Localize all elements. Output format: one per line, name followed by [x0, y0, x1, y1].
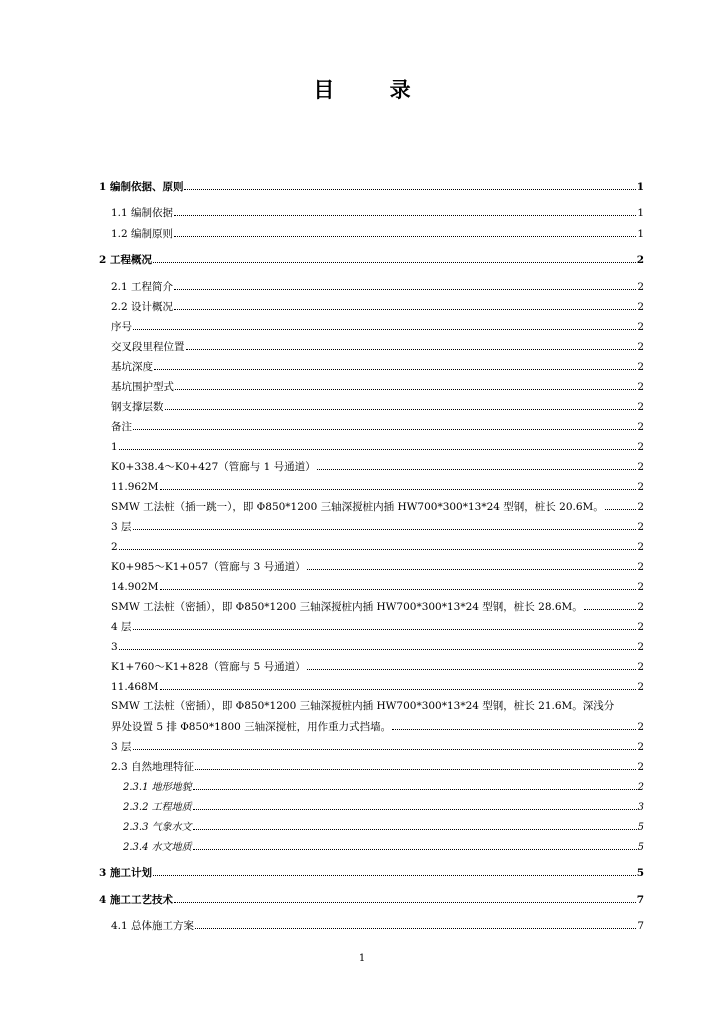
toc-entry-page: 2 [637, 341, 644, 353]
toc-entry-title: 备注 [111, 421, 132, 433]
toc-entry-page: 2 [637, 581, 644, 593]
toc-leader-dots [175, 378, 636, 390]
toc-leader-dots [174, 298, 636, 310]
toc-entry-title: 1 编制依据、原则 [99, 181, 184, 193]
toc-entry[interactable] [111, 638, 644, 654]
toc-entry-page: 2 [637, 461, 644, 473]
toc-entry[interactable] [123, 778, 644, 794]
toc-entry[interactable] [111, 678, 644, 694]
toc-entry[interactable] [111, 338, 644, 354]
toc-leader-dots [317, 458, 637, 470]
toc-entry-title: 1.1 编制依据 [111, 207, 174, 219]
toc-entry[interactable] [111, 204, 644, 220]
toc-entry-page: 5 [637, 842, 644, 853]
toc-leader-dots [193, 778, 637, 790]
toc-entry-page: 2 [637, 601, 644, 613]
toc-entry-page: 2 [637, 481, 644, 493]
toc-entry-title: 3 施工计划 [99, 867, 152, 879]
toc-entry[interactable] [111, 298, 644, 314]
toc-entry-page: 3 [637, 802, 644, 813]
toc-leader-dots [307, 558, 637, 570]
toc-entry-page: 2 [637, 521, 644, 533]
toc-entry[interactable] [111, 658, 644, 674]
toc-leader-dots [160, 478, 637, 490]
toc-entry-page: 2 [637, 321, 644, 333]
toc-leader-dots [133, 418, 636, 430]
toc-entry-page: 2 [637, 782, 644, 793]
toc-entry[interactable] [111, 378, 644, 394]
toc-entry[interactable] [99, 864, 644, 880]
toc-entry-page: 2 [637, 301, 644, 313]
toc-entry[interactable] [111, 358, 644, 374]
toc-entry[interactable] [111, 278, 644, 294]
toc-entry[interactable] [123, 838, 644, 854]
toc-entry[interactable] [99, 891, 644, 907]
toc-entry[interactable] [111, 578, 644, 594]
toc-entry-title: 2.3.1 地形地貌 [123, 782, 192, 793]
toc-entry-title: SMW 工法桩（密插），即 Φ850*1200 三轴深搅桩内插 HW700*300*13*24 型钢，桩长 28.6M。 [111, 601, 583, 613]
toc-leader-dots [195, 758, 636, 770]
toc-entry-title: 3 [111, 641, 118, 653]
toc-leader-dots [605, 498, 637, 510]
toc-entry-page: 2 [637, 641, 644, 653]
toc-entry-page: 2 [637, 421, 644, 433]
toc-entry-title: 基坑深度 [111, 361, 153, 373]
toc-entry-title: K1+760～K1+828（管廊与 5 号通道） [111, 661, 306, 673]
toc-entry-title: 2.1 工程简介 [111, 281, 174, 293]
toc-entry-title: 3 层 [111, 741, 132, 753]
toc-entry-page: 7 [636, 894, 644, 906]
toc-entry[interactable] [111, 738, 644, 754]
page-number: 1 [358, 953, 366, 964]
toc-entry-title: 2.3.2 工程地质 [123, 802, 192, 813]
toc-entry-title: 序号 [111, 321, 132, 333]
toc-leader-dots [154, 358, 636, 370]
toc-entry-title: 4 施工工艺技术 [99, 894, 173, 906]
toc-entry-page: 1 [636, 181, 644, 193]
toc-leader-dots [186, 338, 637, 350]
toc-entry-page: 1 [637, 228, 644, 240]
toc-entry[interactable] [111, 917, 644, 933]
toc-leader-dots [153, 864, 636, 876]
toc-leader-dots [119, 538, 637, 550]
toc-entry[interactable] [123, 798, 644, 814]
toc-leader-dots [584, 598, 637, 610]
toc-entry-title: 14.902M [111, 581, 159, 593]
toc-leader-dots [392, 718, 636, 730]
toc-entry[interactable] [111, 225, 644, 241]
toc-entry-title: 2 [111, 541, 118, 553]
toc-leader-dots [193, 818, 637, 830]
toc-entry-title: 2.3.4 水文地质 [123, 842, 192, 853]
toc-entry-title: 2.3.3 气象水文 [123, 822, 192, 833]
toc-entry[interactable] [111, 498, 644, 514]
toc-leader-dots [174, 225, 636, 237]
toc-entry[interactable] [99, 251, 644, 267]
toc-entry[interactable] [111, 398, 644, 414]
toc-entry-page: 2 [637, 441, 644, 453]
toc-leader-dots [133, 738, 637, 750]
toc-entry[interactable] [123, 818, 644, 834]
toc-leader-dots [160, 578, 637, 590]
toc-entry[interactable] [111, 598, 644, 614]
toc-entry-page: 2 [637, 761, 644, 773]
toc-entry-title: 钢支撑层数 [111, 401, 164, 413]
toc-entry-title: 1.2 编制原则 [111, 228, 174, 240]
toc-entry-title: 4.1 总体施工方案 [111, 920, 195, 932]
toc-entry-title: 1 [111, 441, 118, 453]
toc-entry[interactable] [111, 418, 644, 434]
toc-entry-page: 2 [637, 681, 644, 693]
toc-leader-dots [307, 658, 637, 670]
toc-entry-page: 2 [637, 381, 644, 393]
toc-entry-title: SMW 工法桩（密插），即 Φ850*1200 三轴深搅桩内插 HW700*300*13*24 型钢，桩长 21.6M。深浅分 [111, 700, 615, 712]
toc-entry-title: 2.3 自然地理特征 [111, 761, 195, 773]
toc-entry-page: 2 [637, 281, 644, 293]
toc-entry[interactable] [111, 718, 644, 734]
toc-entry[interactable] [111, 438, 644, 454]
toc-entry-title: 交叉段里程位置 [111, 341, 185, 353]
toc-entry[interactable] [111, 558, 644, 574]
toc-leader-dots [133, 618, 637, 630]
toc-leader-dots [133, 518, 637, 530]
toc-leader-dots [195, 917, 636, 929]
toc-entry-title: K0+338.4～K0+427（管廊与 1 号通道） [111, 461, 316, 473]
toc-leader-dots [174, 278, 636, 290]
toc-entry[interactable] [111, 518, 644, 534]
toc-entry-title: 2.2 设计概况 [111, 301, 174, 313]
toc-entry-title: SMW 工法桩（插一跳一），即 Φ850*1200 三轴深搅桩内插 HW700*300*13*24 型钢，桩长 20.6M。 [111, 501, 604, 513]
toc-entry[interactable] [111, 698, 644, 714]
toc-entry[interactable] [111, 478, 644, 494]
toc-entry[interactable] [111, 618, 644, 634]
toc-leader-dots [133, 318, 636, 330]
toc-entry-page: 2 [637, 541, 644, 553]
toc-entry-page: 7 [637, 920, 644, 932]
toc-entry-page: 5 [637, 822, 644, 833]
toc-entry[interactable] [111, 458, 644, 474]
toc-leader-dots [119, 438, 637, 450]
toc-leader-dots [193, 838, 637, 850]
toc-entry-page: 2 [637, 741, 644, 753]
toc-leader-dots [160, 678, 637, 690]
toc-entry-page: 2 [637, 721, 644, 733]
toc-leader-dots [193, 798, 637, 810]
toc-entry-page: 2 [637, 361, 644, 373]
toc-entry-page: 2 [636, 254, 644, 266]
toc-entry-title: 3 层 [111, 521, 132, 533]
toc-entry-title: 基坑围护型式 [111, 381, 174, 393]
toc-entry-title: 界处设置 5 排 Φ850*1800 三轴深搅桩，用作重力式挡墙。 [111, 721, 392, 733]
toc-entry-title: 11.962M [111, 481, 159, 493]
toc-entry-page: 2 [637, 401, 644, 413]
toc-entry-page: 2 [637, 661, 644, 673]
toc-entry-page: 5 [636, 867, 644, 879]
toc-entry-page: 2 [637, 621, 644, 633]
toc-leader-dots [119, 638, 637, 650]
toc-entry-page: 1 [637, 207, 644, 219]
toc-leader-dots [174, 891, 636, 903]
toc-leader-dots [153, 251, 636, 263]
toc-entry-page: 2 [637, 501, 644, 513]
toc-entry[interactable] [111, 318, 644, 334]
toc-entry[interactable] [111, 758, 644, 774]
toc-entry[interactable] [99, 178, 644, 194]
toc-entry-page: 2 [637, 561, 644, 573]
toc-entry-title: K0+985～K1+057（管廊与 3 号通道） [111, 561, 306, 573]
toc-leader-dots [184, 178, 635, 190]
toc-leader-dots [174, 204, 636, 216]
toc-entry-title: 11.468M [111, 681, 159, 693]
toc-entry-title: 4 层 [111, 621, 132, 633]
toc-entry[interactable] [111, 538, 644, 554]
toc-entry-title: 2 工程概况 [99, 254, 152, 266]
page-title: 目 录 [313, 77, 435, 102]
toc-leader-dots [165, 398, 637, 410]
